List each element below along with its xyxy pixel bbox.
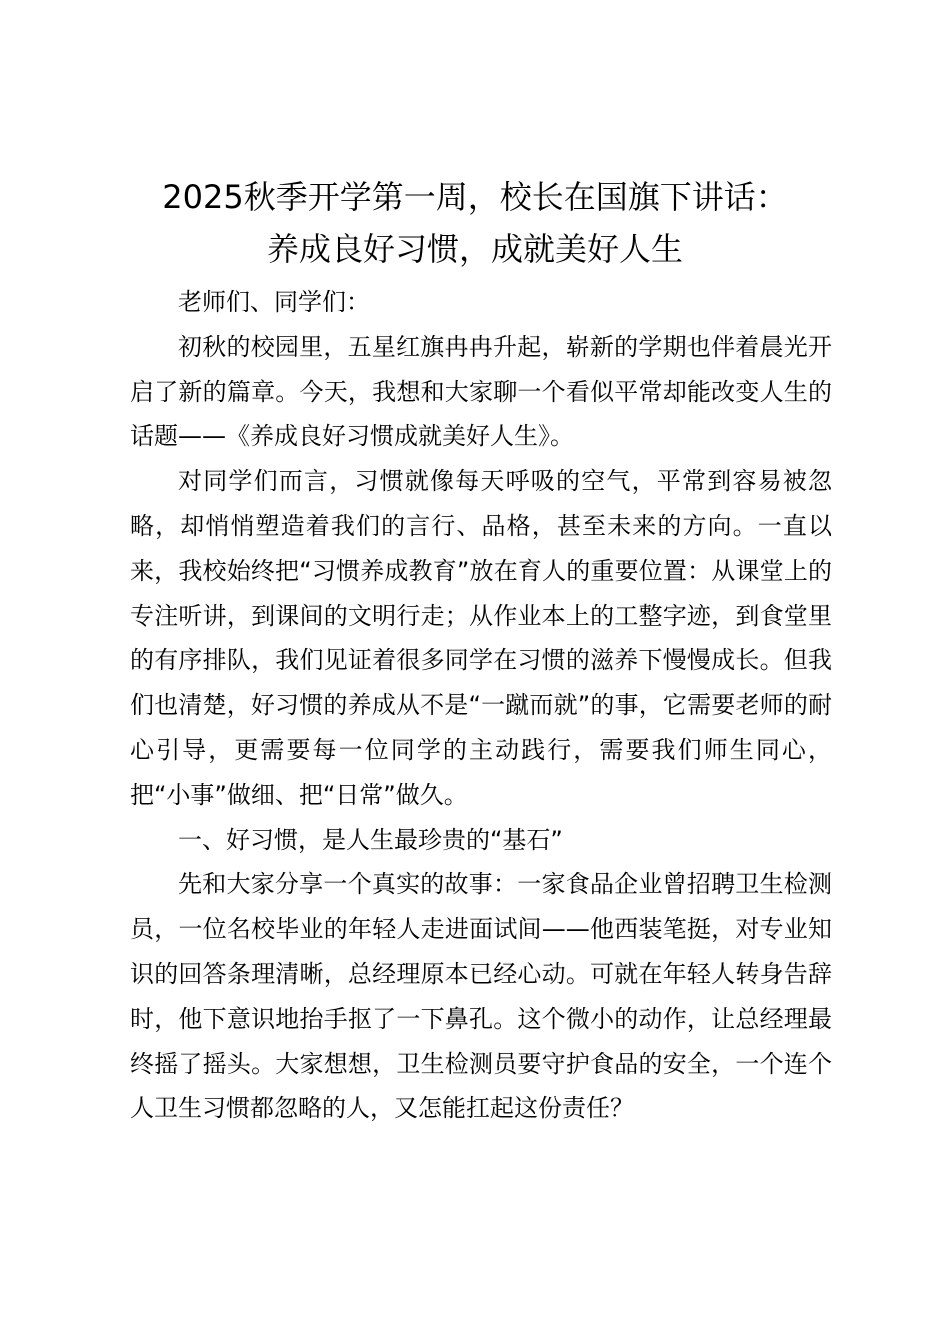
- document-title: [118, 171, 832, 275]
- title-line-1: 2025秋季开学第一周，校长在国旗下讲话：: [162, 178, 788, 216]
- story-paragraph: 先和大家分享一个真实的故事：一家食品企业曾招聘卫生检测员，一位名校毕业的年轻人走进面试间——他西装笔挺，对专业知识的回答条理清晰，总经理原本已经心动。可就在年轻人转身告辞时，他下意识地抬手抠了一下鼻孔。这个微小的动作，让总经理最终摇了摇头。大家想想，卫生检测员要守护食品的安全，一个连个人卫生习惯都忽略的人，又怎能扛起这份责任？: [130, 870, 832, 1123]
- section-heading-1: 一、好习惯，是人生最珍贵的“基石”: [178, 825, 563, 854]
- salutation-paragraph: 老师们、同学们：: [178, 288, 370, 316]
- habit-education-paragraph: 对同学们而言，习惯就像每天呼吸的空气，平常到容易被忽略，却悄悄塑造着我们的言行、品格，甚至未来的方向。一直以来，我校始终把“习惯养成教育”放在育人的重要位置：从课堂上的专注听讲，到课间的文明行走；从作业本上的工整字迹，到食堂里的有序排队，我们见证着很多同学在习惯的滋养下慢慢成长。但我们也清楚，好习惯的养成从不是“一蹴而就”的事，它需要老师的耐心引导，更需要每一位同学的主动践行，需要我们师生同心，把“小事”做细、把“日常”做久。: [130, 467, 832, 809]
- title-line-2: 养成良好习惯，成就美好人生: [266, 230, 683, 268]
- document-body: [130, 280, 832, 1131]
- intro-paragraph: 初秋的校园里，五星红旗冉冉升起，崭新的学期也伴着晨光开启了新的篇章。今天，我想和大家聊一个看似平常却能改变人生的话题——《养成良好习惯成就美好人生》。: [130, 332, 832, 451]
